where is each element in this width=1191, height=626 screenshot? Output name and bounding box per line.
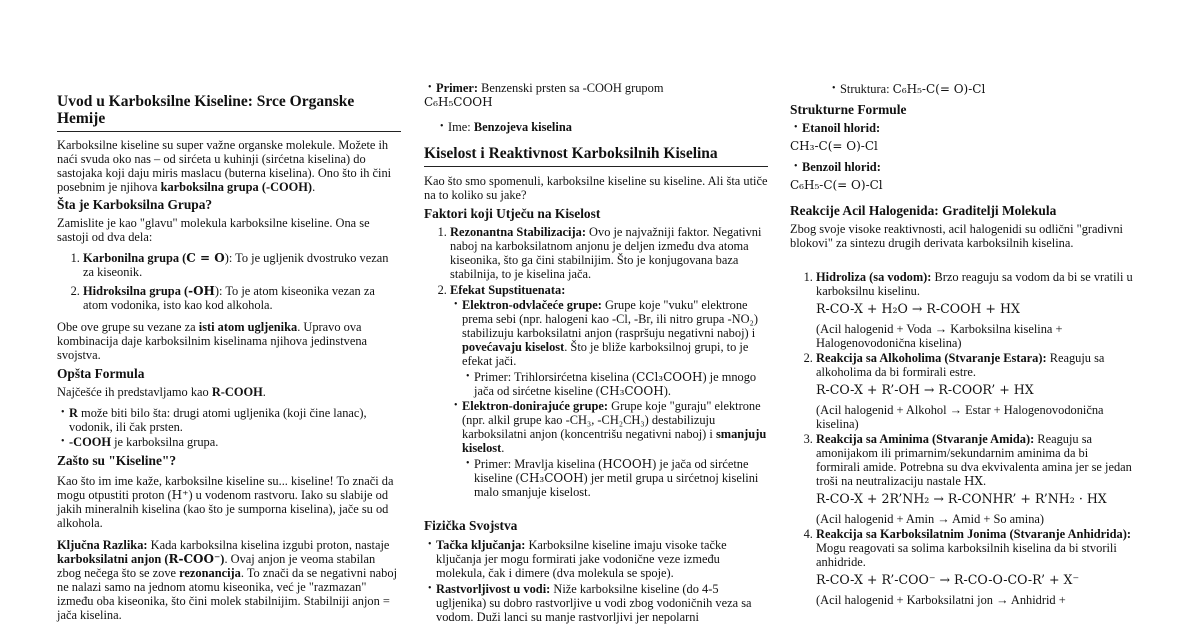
equation-anhydride: R-CO-X + R’-COO⁻ → R-CO-O-CO-R’ + X⁻: [816, 572, 1080, 587]
list-item: • Etanoil hlorid: CH₃-C(= O)-Cl: [802, 121, 1135, 157]
heading-why-acids: Zašto su "Kiseline"?: [57, 453, 177, 468]
list-item: • Primer: Mravlja kiselina (HCOOH) je jača od sirćetne kiseline (CH₃COOH) jer metil grupa u sirćetnoj kiselini malo smanjuje kiselost.: [474, 457, 768, 499]
list-item: 1. Karbonilna grupa (C = O): To je ugljenik dvostruko vezan za kiseonik.: [83, 251, 401, 279]
example-sublist: [462, 370, 768, 398]
heading-structural-formulas: Strukturne Formule: [790, 102, 907, 117]
substituent-list: [450, 298, 768, 499]
list-item: 1. Hidroliza (sa vodom): Brzo reaguju sa vodom da bi se vratili u karboksilnu kiselinu. R-CO-X + H₂O → R-COOH + HX (Acil halogenid + Voda → Karboksilna kiselina + Halogenovodonična kiselina): [816, 270, 1135, 350]
list-item: • -COOH je karboksilna grupa.: [69, 435, 401, 449]
list-item: 2. Efekat Supstituenata: • Elektron-odvlačeće grupe: Grupe koje "vuku" elektrone prema sebi (npr. halogeni kao -Cl, -Br, ili nitro grupa -NO₂) stabilizuju karboksilatni anjon (raspršuju negativni naboj) i povećavaju kiselost. Što je bliže karboksilnoj grupi, to je efekat jači. • Primer: Trihlorsirćetna kiselina (CCl₃COOH) je mnogo jača od sirćetne kiseline (CH₃COOH). • Elektron-donirajuće grupe: Grupe koje "guraju" elektrone (npr. alkil grupe kao -CH₃, -CH₂CH₃) destabilizuju karboksilatni anjon (koncentrišu negativni naboj) i smanjuju kiselost. • Primer: Mravlja kiselina (HCOOH) je jača od sirćetne kiseline (CH₃COOH) jer metil grupa u sirćetnoj kiselini malo smanjuje kiselost.: [450, 283, 768, 499]
equation-note: (Acil halogenid + Amin → Amid + So amina): [816, 512, 1045, 526]
physical-list: [424, 538, 768, 624]
key-difference-paragraph: Ključna Razlika: Kada karboksilna kiselina izgubi proton, nastaje karboksilatni anjon (R-COO⁻). Ovaj anjon je veoma stabilan zbog nečega što se zove rezonancija. To znači da se negativni naboj ne nalazi samo na jednom atomu kiseonika, već je "razmazan" između oba kiseonika, što čini molek stabilnijim. Stabilniji anjon = jača kiselina.: [57, 538, 398, 622]
intro-paragraph: Karboksilne kiseline su super važne organske molekule. Možete ih naći svuda oko nas – od sirćeta u kuhinji (sirćetna kiselina) do sastojaka koji daju miris maslacu (buterna kiselina). Ono što ih čini posebnim je njihova karboksilna grupa (-COOH).: [57, 138, 392, 194]
list-item: • Elektron-donirajuće grupe: Grupe koje "guraju" elektrone (npr. alkil grupe kao -CH₃, -CH₂CH₃) destabilizuju karboksilatni anjon (koncentrišu negativni naboj) i smanjuju kiselost. • Primer: Mravlja kiselina (HCOOH) je jača od sirćetne kiseline (CH₃COOH) jer metil grupa u sirćetnoj kiselini malo smanjuje kiselost.: [462, 399, 768, 499]
list-item: • Elektron-odvlačeće grupe: Grupe koje "vuku" elektrone prema sebi (npr. halogeni kao -Cl, -Br, ili nitro grupa -NO₂) stabilizuju karboksilatni anjon (raspršuju negativni naboj) i povećavaju kiselost. Što je bliže karboksilnoj grupi, to je efekat jači. • Primer: Trihlorsirćetna kiselina (CCl₃COOH) je mnogo jača od sirćetne kiseline (CH₃COOH).: [462, 298, 768, 398]
equation-amide: R-CO-X + 2R’NH₂ → R-CONHR’ + R’NH₂ · HX: [816, 491, 1107, 506]
list-item: • Rastvorljivost u vodi: Niže karboksilne kiseline (do 4-5 ugljenika) su dobro rastvorljive u vodi zbog vodoničnih veza sa vodom. Duži lanci su manje rastvorljivi jer nepolarni: [436, 582, 768, 624]
group-paragraph: Zamislite je kao "glavu" molekula karboksilne kiseline. Ona se sastoji od dva dela:: [57, 216, 370, 244]
list-item: • Struktura: C₆H₅-C(= O)-Cl: [840, 82, 1135, 96]
acidity-intro: Kao što smo spomenuli, karboksilne kiseline su kiseline. Ali šta utiče na to koliko su jake?: [424, 174, 768, 202]
factors-list: [424, 225, 768, 499]
section-title-acidity: Kiselost i Reaktivnost Karboksilnih Kiselina: [424, 145, 768, 167]
list-item: • Benzoil hlorid: C₆H₅-C(= O)-Cl: [802, 160, 1135, 196]
equation-note: (Acil halogenid + Voda → Karboksilna kiselina + Halogenovodonična kiselina): [816, 322, 1063, 350]
structural-formulas-list: [790, 121, 1135, 196]
structure-list: [790, 82, 1135, 96]
list-item: 2. Reakcija sa Alkoholima (Stvaranje Estara): Reaguju sa alkoholima da bi formirali estre. R-CO-X + R’-OH → R-COOR’ + HX (Acil halogenid + Alkohol → Estar + Halogenovodonična kiselina): [816, 351, 1135, 431]
why-paragraph: Kao što im ime kaže, karboksilne kiseline su... kiseline! To znači da mogu otpustiti proton (H⁺) u vodenom rastvoru. Iako su slabije od jakih mineralnih kiselina (kao što je sumporna kiselina), jače su od alkohola.: [57, 474, 394, 530]
formula-paragraph: Najčešće ih predstavljamo kao R-COOH.: [57, 385, 266, 399]
bond-paragraph: Obe ove grupe su vezane za isti atom ugljenika. Upravo ova kombinacija daje karboksilnim kiselinama njihova jedinstvena svojstva.: [57, 320, 368, 362]
formula-list: [57, 406, 401, 449]
list-item: • Primer: Trihlorsirćetna kiselina (CCl₃COOH) je mnogo jača od sirćetne kiseline (CH₃COOH).: [474, 370, 768, 398]
equation-esterification: R-CO-X + R’-OH → R-COOR’ + HX: [816, 382, 1034, 397]
heading-carboxyl-group: Šta je Karboksilna Grupa?: [57, 197, 213, 212]
list-item: 3. Reakcija sa Aminima (Stvaranje Amida): Reaguju sa amonijakom ili primarnim/sekundarnim aminima da bi formirali amide. Potrebna su dva ekvivalenta amina jer se jedan troši na neutralizaciju nastale HX. R-CO-X + 2R’NH₂ → R-CONHR’ + R’NH₂ · HX (Acil halogenid + Amin → Amid + So amina): [816, 432, 1135, 526]
heading-physical-properties: Fizička Svojstva: [424, 518, 518, 533]
reactions-list: [790, 270, 1135, 607]
list-item: • R može biti bilo šta: drugi atomi ugljenika (koji čine lanac), vodonik, ili čak prsten.: [69, 406, 401, 434]
heading-general-formula: Opšta Formula: [57, 366, 145, 381]
reactions-intro: Zbog svoje visoke reaktivnosti, acil halogenidi su odlični "gradivni blokovi" za sintezu drugih derivata karboksilnih kiselina.: [790, 222, 1124, 250]
list-item: 2. Hidroksilna grupa (-OH): To je atom kiseonika vezan za atom vodonika, isto kao kod alkohola.: [83, 284, 401, 312]
equation-note: (Acil halogenid + Alkohol → Estar + Halogenovodonična kiselina): [816, 403, 1104, 431]
equation-note: (Acil halogenid + Karboksilatni jon → Anhidrid +: [816, 593, 1066, 607]
example-sublist: [462, 457, 768, 499]
list-item: 4. Reakcija sa Karboksilatnim Jonima (Stvaranje Anhidrida): Mogu reagovati sa solima karboksilnih kiselina da bi stvorili anhidride. R-CO-X + R’-COO⁻ → R-CO-O-CO-R’ + X⁻ (Acil halogenid + Karboksilatni jon → Anhidrid +: [816, 527, 1135, 607]
list-item: • Tačka ključanja: Karboksilne kiseline imaju visoke tačke ključanja jer mogu formirati jake vodonične veze između molekula, čak i dimere (dva molekula se spoje).: [436, 538, 768, 580]
equation-hydrolysis: R-CO-X + H₂O → R-COOH + HX: [816, 301, 1020, 316]
list-item: • Ime: Benzojeva kiselina: [448, 120, 768, 134]
heading-acyl-reactions: Reakcije Acil Halogenida: Graditelji Molekula: [790, 203, 1057, 218]
section-title-intro: Uvod u Karboksilne Kiseline: Srce Organske Hemije: [57, 93, 401, 132]
heading-factors: Faktori koji Utječu na Kiselost: [424, 206, 601, 221]
list-item: • Primer: Benzenski prsten sa -COOH grupom C₆H₅COOH: [436, 81, 768, 109]
group-parts-list: [57, 251, 401, 312]
name-list: [424, 120, 768, 134]
list-item: 1. Rezonantna Stabilizacija: Ovo je najvažniji faktor. Negativni naboj na karboksilatnom anjonu je deljen između dva atoma kiseonika, što ga čini stabilnijim. Što je konjugovana baza stabilnija, to je kiselina jača.: [450, 225, 768, 281]
example-list: [424, 81, 768, 109]
